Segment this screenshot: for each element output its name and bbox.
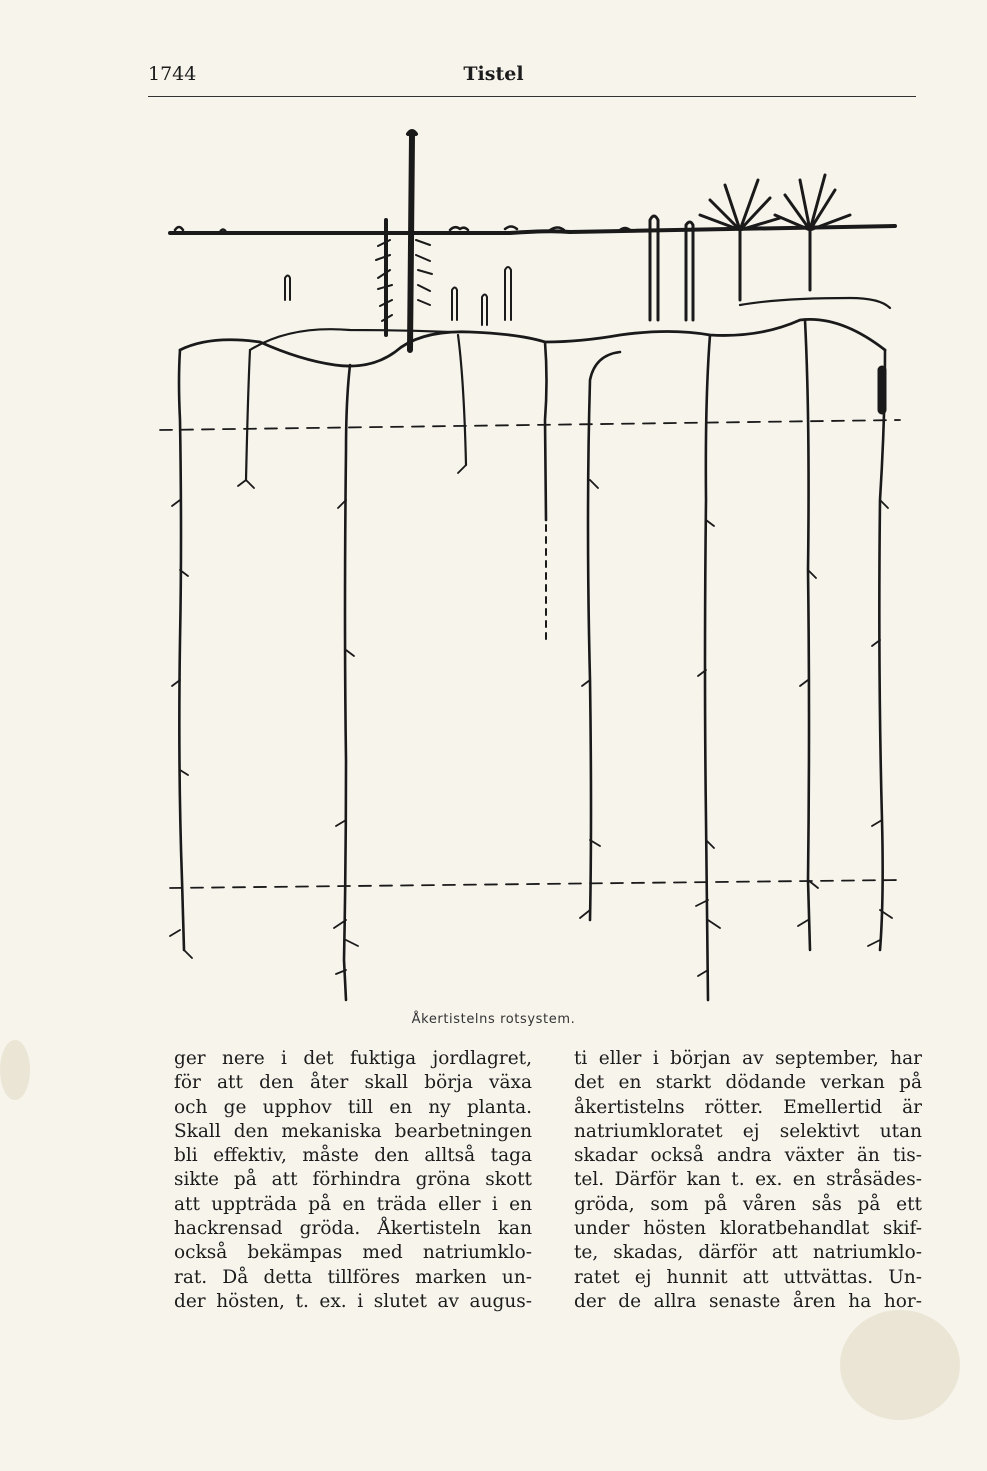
shoot	[505, 267, 511, 320]
text-line: hackrensad gröda. Åkertisteln kan	[174, 1218, 532, 1240]
vertical-root	[545, 342, 547, 520]
text-line: natriumkloratet ej selektivt utan	[574, 1120, 922, 1142]
text-line: gröda, som på våren sås på ett	[574, 1193, 922, 1215]
text-line: ti eller i början av september, har	[574, 1048, 922, 1069]
paragraph	[174, 1047, 532, 1314]
rosette-plant	[775, 175, 850, 290]
stem-leaves-right	[416, 240, 432, 305]
horizontal-root	[545, 319, 885, 350]
shoot	[686, 222, 693, 320]
text-line: bli effektiv, måste den alltså taga	[174, 1145, 532, 1167]
vertical-root	[458, 335, 466, 465]
text-line: och ge upphov till en ny planta.	[174, 1096, 532, 1118]
running-title: Tistel	[463, 63, 524, 85]
header-rule	[148, 96, 916, 97]
text-line: tel. Därför kan t. ex. en stråsädes-	[574, 1169, 922, 1191]
text-line: te, skadas, därför att natriumklo-	[574, 1242, 922, 1264]
body-text-left-column	[174, 1047, 532, 1314]
horizontal-root	[740, 298, 890, 308]
text-line: skadar också andra växter än tis-	[574, 1145, 922, 1167]
figure-caption: Åkertistelns rotsystem.	[411, 1012, 576, 1027]
rosette-plant	[700, 180, 780, 300]
shoot	[482, 295, 487, 326]
page-number: 1744	[148, 63, 197, 85]
main-stem	[410, 135, 412, 350]
text-line: ratet ej hunnit att uttvättas. Un-	[574, 1266, 922, 1288]
shoot	[452, 288, 457, 321]
vertical-root	[179, 350, 184, 950]
root-system-illustration	[150, 120, 910, 1010]
text-line: för att den åter skall börja växa	[174, 1072, 532, 1094]
body-text-right-column	[574, 1047, 922, 1314]
shoot	[285, 276, 290, 301]
text-line: der de allra senaste åren ha hor-	[574, 1290, 922, 1312]
text-line: under hösten kloratbehandlat skif-	[574, 1218, 922, 1240]
vertical-root	[805, 320, 810, 950]
text-line: rat. Då detta tillföres marken un-	[174, 1266, 532, 1288]
vertical-root	[246, 350, 250, 480]
text-line: att uppträda på en träda eller i en	[174, 1193, 532, 1215]
text-line: der hösten, t. ex. i slutet av augus-	[174, 1290, 532, 1312]
depth-line-upper	[160, 420, 900, 430]
vertical-root	[588, 352, 620, 920]
vertical-root	[344, 365, 350, 1000]
text-line: Skall den mekaniska bearbetningen	[174, 1120, 532, 1142]
horizontal-root	[180, 332, 545, 366]
text-line: också bekämpas med natriumklo-	[174, 1242, 532, 1264]
soil-surface-line	[170, 226, 895, 233]
paragraph	[574, 1047, 922, 1314]
horizontal-root	[250, 329, 450, 350]
text-line: åkertistelns rötter. Emellertid är	[574, 1096, 922, 1118]
text-line: det en starkt dödande verkan på	[574, 1072, 922, 1094]
paper-stain	[840, 1310, 960, 1420]
paper-stain	[0, 1040, 30, 1100]
depth-line-lower	[170, 880, 900, 888]
text-line: ger nere i det fuktiga jordlagret,	[174, 1048, 532, 1069]
vertical-root	[879, 350, 885, 950]
text-line: sikte på att förhindra gröna skott	[174, 1169, 532, 1191]
root-branches	[170, 465, 892, 976]
